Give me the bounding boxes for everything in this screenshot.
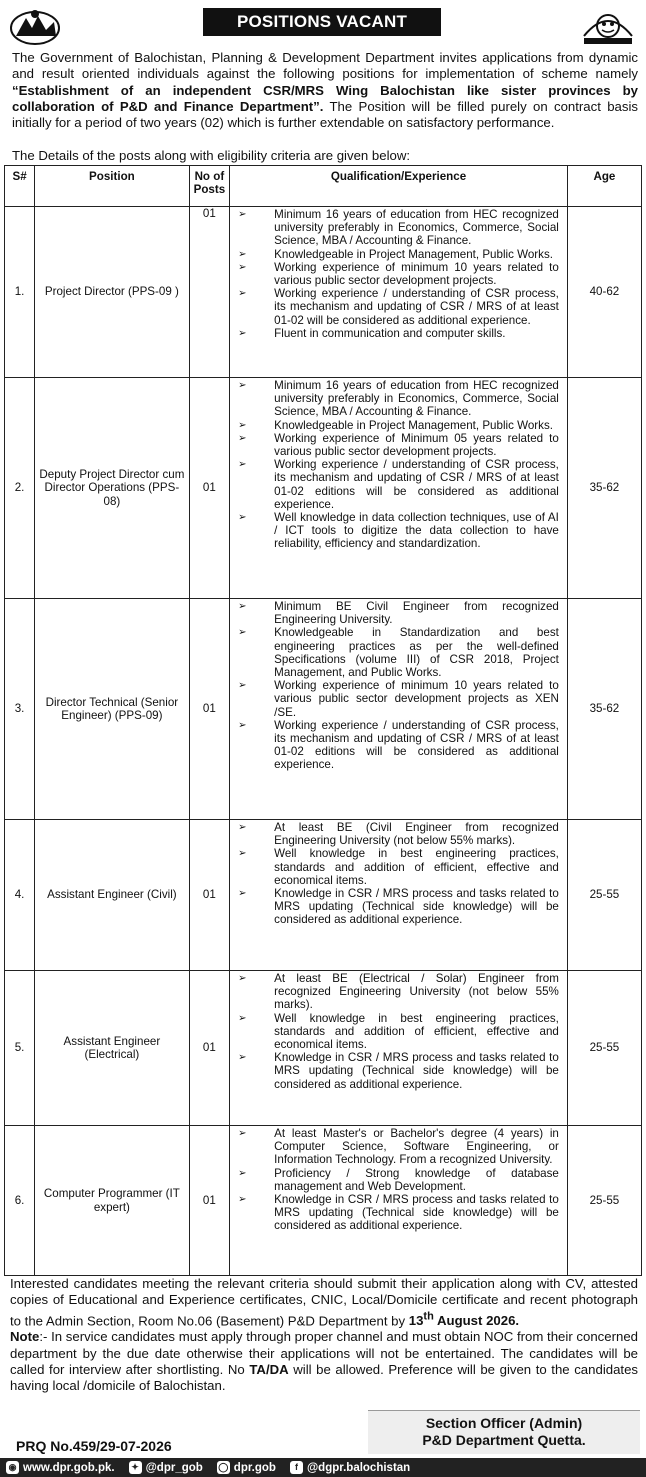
posts-count: 01 [189, 599, 230, 820]
qualification-item: ➢ Knowledgeable in Project Management, Public Works. [234, 419, 559, 432]
qualification-item: ➢ Well knowledge in best engineering practices, standards and addition of efficient, effective and economical items. [234, 847, 559, 887]
row-number: 3. [5, 599, 35, 820]
facebook-icon: f [290, 1461, 303, 1474]
signatory-office: P&D Department Quetta. [422, 1432, 586, 1448]
posts-count: 01 [189, 820, 230, 971]
social-facebook[interactable] [284, 1461, 410, 1474]
deadline [408, 1310, 520, 1328]
intro-text-2: The Position will be filled purely on contract basis initially for a period of two years (02) which is further extendable on satisfactory performance. [12, 98, 638, 131]
prq-number: PRQ No.459/29-07-2026 [16, 1438, 172, 1454]
position-name: Assistant Engineer (Civil) [35, 820, 189, 971]
instructions-text: Interested candidates meeting the relevant criteria should submit their application along with CV, attested copies of Educational and Experience certificates, CNIC, Local/Domicile certificate and recent photograph to the Admin Section, Room No.06 (Basement) P&D Department by [10, 1276, 638, 1328]
twitter-handle: @dpr_gob [145, 1461, 203, 1474]
table-body [5, 207, 642, 1276]
facebook-handle: @dgpr.balochistan [306, 1461, 411, 1474]
table-header-row [5, 166, 642, 207]
social-twitter[interactable] [123, 1461, 203, 1474]
row-number: 5. [5, 971, 35, 1126]
twitter-icon: ✦ [129, 1461, 142, 1474]
qualification-item: ➢ At least Master's or Bachelor's degree (4 years) in Computer Science, Software Engineering, or Information Technology. From a recognized University. [234, 1127, 559, 1167]
social-instagram[interactable] [211, 1461, 276, 1474]
position-name: Deputy Project Director cum Director Operations (PPS-08) [35, 378, 189, 599]
qualification-item: ➢ Working experience / understanding of CSR process, its mechanism and updating of CSR / MRS of at least 01-02 editions will be considered as additional experience. [234, 719, 559, 772]
age-range: 40-62 [567, 207, 641, 378]
position-name: Project Director (PPS-09 ) [35, 207, 189, 378]
header [0, 0, 646, 52]
instagram-handle: dpr.gob [233, 1461, 276, 1474]
deadline-day: 13 [408, 1312, 424, 1328]
scheme-name: “Establishment of an independent CSR/MRS Wing Balochistan like sister provinces by collaboration of P&D and Finance Department”. [12, 82, 638, 114]
posts-count: 01 [189, 378, 230, 599]
qualification-item: ➢ Minimum 16 years of education from HEC recognized university preferably in Economics, Commerce, Social Science, MBA / Accounting & Finance. [234, 208, 559, 248]
posts-count: 01 [189, 1126, 230, 1276]
qualification-item: ➢ Well knowledge in data collection techniques, use of AI / ICT tools to digitize the data collection to have reliability, efficiency and standardization. [234, 511, 559, 551]
deadline-suffix: th [423, 1310, 434, 1323]
qualification-item: ➢ Minimum BE Civil Engineer from recognized Engineering University. [234, 600, 559, 626]
table-row [5, 971, 642, 1126]
qualification-item: ➢ Knowledge in CSR / MRS process and tasks related to MRS updating (Technical side knowledge) will be considered as additional experience. [234, 887, 559, 927]
qualification-item: ➢ At least BE (Electrical / Solar) Engineer from recognized Engineering University (not below 55% marks). [234, 972, 559, 1012]
qualification-item: ➢ Working experience of Minimum 05 years related to various public sector development projects. [234, 432, 559, 458]
qualification-item: ➢ Knowledgeable in Project Management, Public Works. [234, 248, 559, 261]
qualification-item: ➢ At least BE (Civil Engineer from recognized Engineering University (not below 55% marks). [234, 821, 559, 847]
row-number: 4. [5, 820, 35, 971]
qualification-list [234, 1127, 559, 1233]
position-name: Assistant Engineer (Electrical) [35, 971, 189, 1126]
age-range: 25-55 [567, 820, 641, 971]
page-title: POSITIONS VACANT [203, 8, 441, 36]
qualification-item: ➢ Working experience / understanding of CSR process, its mechanism and updating of CSR / MRS of at least 01-02 editions will be considered as additional experience. [234, 458, 559, 511]
footer-text [10, 1276, 638, 1394]
balochistan-govt-logo [8, 6, 62, 51]
details-line: The Details of the posts along with eligibility criteria are given below: [12, 148, 411, 163]
age-range: 25-55 [567, 971, 641, 1126]
header-age: Age [567, 166, 641, 207]
social-website[interactable] [0, 1461, 115, 1474]
header-sn: S# [5, 166, 35, 207]
note-label: Note [10, 1329, 40, 1345]
dpr-logo [580, 6, 636, 53]
table-row [5, 599, 642, 820]
qualification-cell [230, 207, 568, 378]
note-text: :- In service candidates must apply through proper channel and must obtain NOC from their concerned department by the due date otherwise their applications will not be entertained. The candidates will be called for interview after shortlisting. No [10, 1329, 638, 1377]
qualification-item: ➢ Minimum 16 years of education from HEC recognized university preferably in Economics, Commerce, Social Science, MBA / Accounting & Finance. [234, 379, 559, 419]
qualification-cell [230, 599, 568, 820]
age-range: 25-55 [567, 1126, 641, 1276]
intro-text-1: The Government of Balochistan, Planning & Development Department invites applications from dynamic and result oriented individuals against the following positions for implementation of scheme namely [12, 50, 638, 82]
row-number: 1. [5, 207, 35, 378]
social-bar [0, 1458, 646, 1477]
qualification-item: ➢ Working experience of minimum 10 years related to various public sector development projects as XEN /SE. [234, 679, 559, 719]
qualification-list [234, 208, 559, 340]
qualification-item: ➢ Fluent in communication and computer skills. [234, 327, 559, 340]
qualification-item: ➢ Proficiency / Strong knowledge of database management and Web Development. [234, 1167, 559, 1193]
qualification-cell [230, 378, 568, 599]
header-posts: No of Posts [189, 166, 230, 207]
signatory-title: Section Officer (Admin) [425, 1415, 583, 1431]
age-range: 35-62 [567, 599, 641, 820]
qualification-item: ➢ Knowledge in CSR / MRS process and tasks related to MRS updating (Technical side knowledge) will be considered as additional experience. [234, 1051, 559, 1091]
posts-count: 01 [189, 971, 230, 1126]
qualification-item: ➢ Knowledgeable in Standardization and best engineering practices as per the well-defined Specifications (volume III) of CSR 2018, Project Management, and Public Works. [234, 626, 559, 679]
instagram-icon: ◯ [218, 1462, 229, 1472]
deadline-month-year: August 2026. [433, 1312, 520, 1328]
qualification-list [234, 972, 559, 1091]
qualification-cell [230, 1126, 568, 1276]
age-range: 35-62 [567, 378, 641, 599]
table-row [5, 378, 642, 599]
table-row [5, 820, 642, 971]
application-instructions [10, 1276, 638, 1329]
tada-label: TA/DA [249, 1361, 289, 1377]
header-position: Position [35, 166, 189, 207]
qualification-item: ➢ Well knowledge in best engineering practices, standards and addition of efficient, effective and economical items. [234, 1012, 559, 1052]
posts-count: 01 [189, 207, 230, 378]
qualification-list [234, 379, 559, 551]
qualification-cell [230, 820, 568, 971]
position-name: Director Technical (Senior Engineer) (PPS-09) [35, 599, 189, 820]
website-text: www.dpr.gob.pk. [23, 1461, 115, 1474]
intro-paragraph [12, 50, 638, 131]
table-row [5, 207, 642, 378]
qualification-item: ➢ Working experience / understanding of CSR process, its mechanism and updating of CSR / MRS of at least 01-02 will be considered as additional experience. [234, 287, 559, 327]
qualification-cell [230, 971, 568, 1126]
note-end: will be allowed. Preference will be given to the candidates having local /domicile of Balochistan. [10, 1361, 639, 1394]
signature-block [368, 1410, 640, 1454]
qualification-item: ➢ Knowledge in CSR / MRS process and tasks related to MRS updating (Technical side knowledge) will be considered as additional experience. [234, 1193, 559, 1233]
globe-icon: ◉ [6, 1461, 19, 1474]
note [10, 1329, 638, 1394]
qualification-list [234, 600, 559, 772]
table-row [5, 1126, 642, 1276]
row-number: 2. [5, 378, 35, 599]
positions-table [4, 165, 642, 1276]
qualification-item: ➢ Working experience of minimum 10 years related to various public sector development projects. [234, 261, 559, 287]
position-name: Computer Programmer (IT expert) [35, 1126, 189, 1276]
qualification-list [234, 821, 559, 927]
header-qualification: Qualification/Experience [230, 166, 568, 207]
row-number: 6. [5, 1126, 35, 1276]
